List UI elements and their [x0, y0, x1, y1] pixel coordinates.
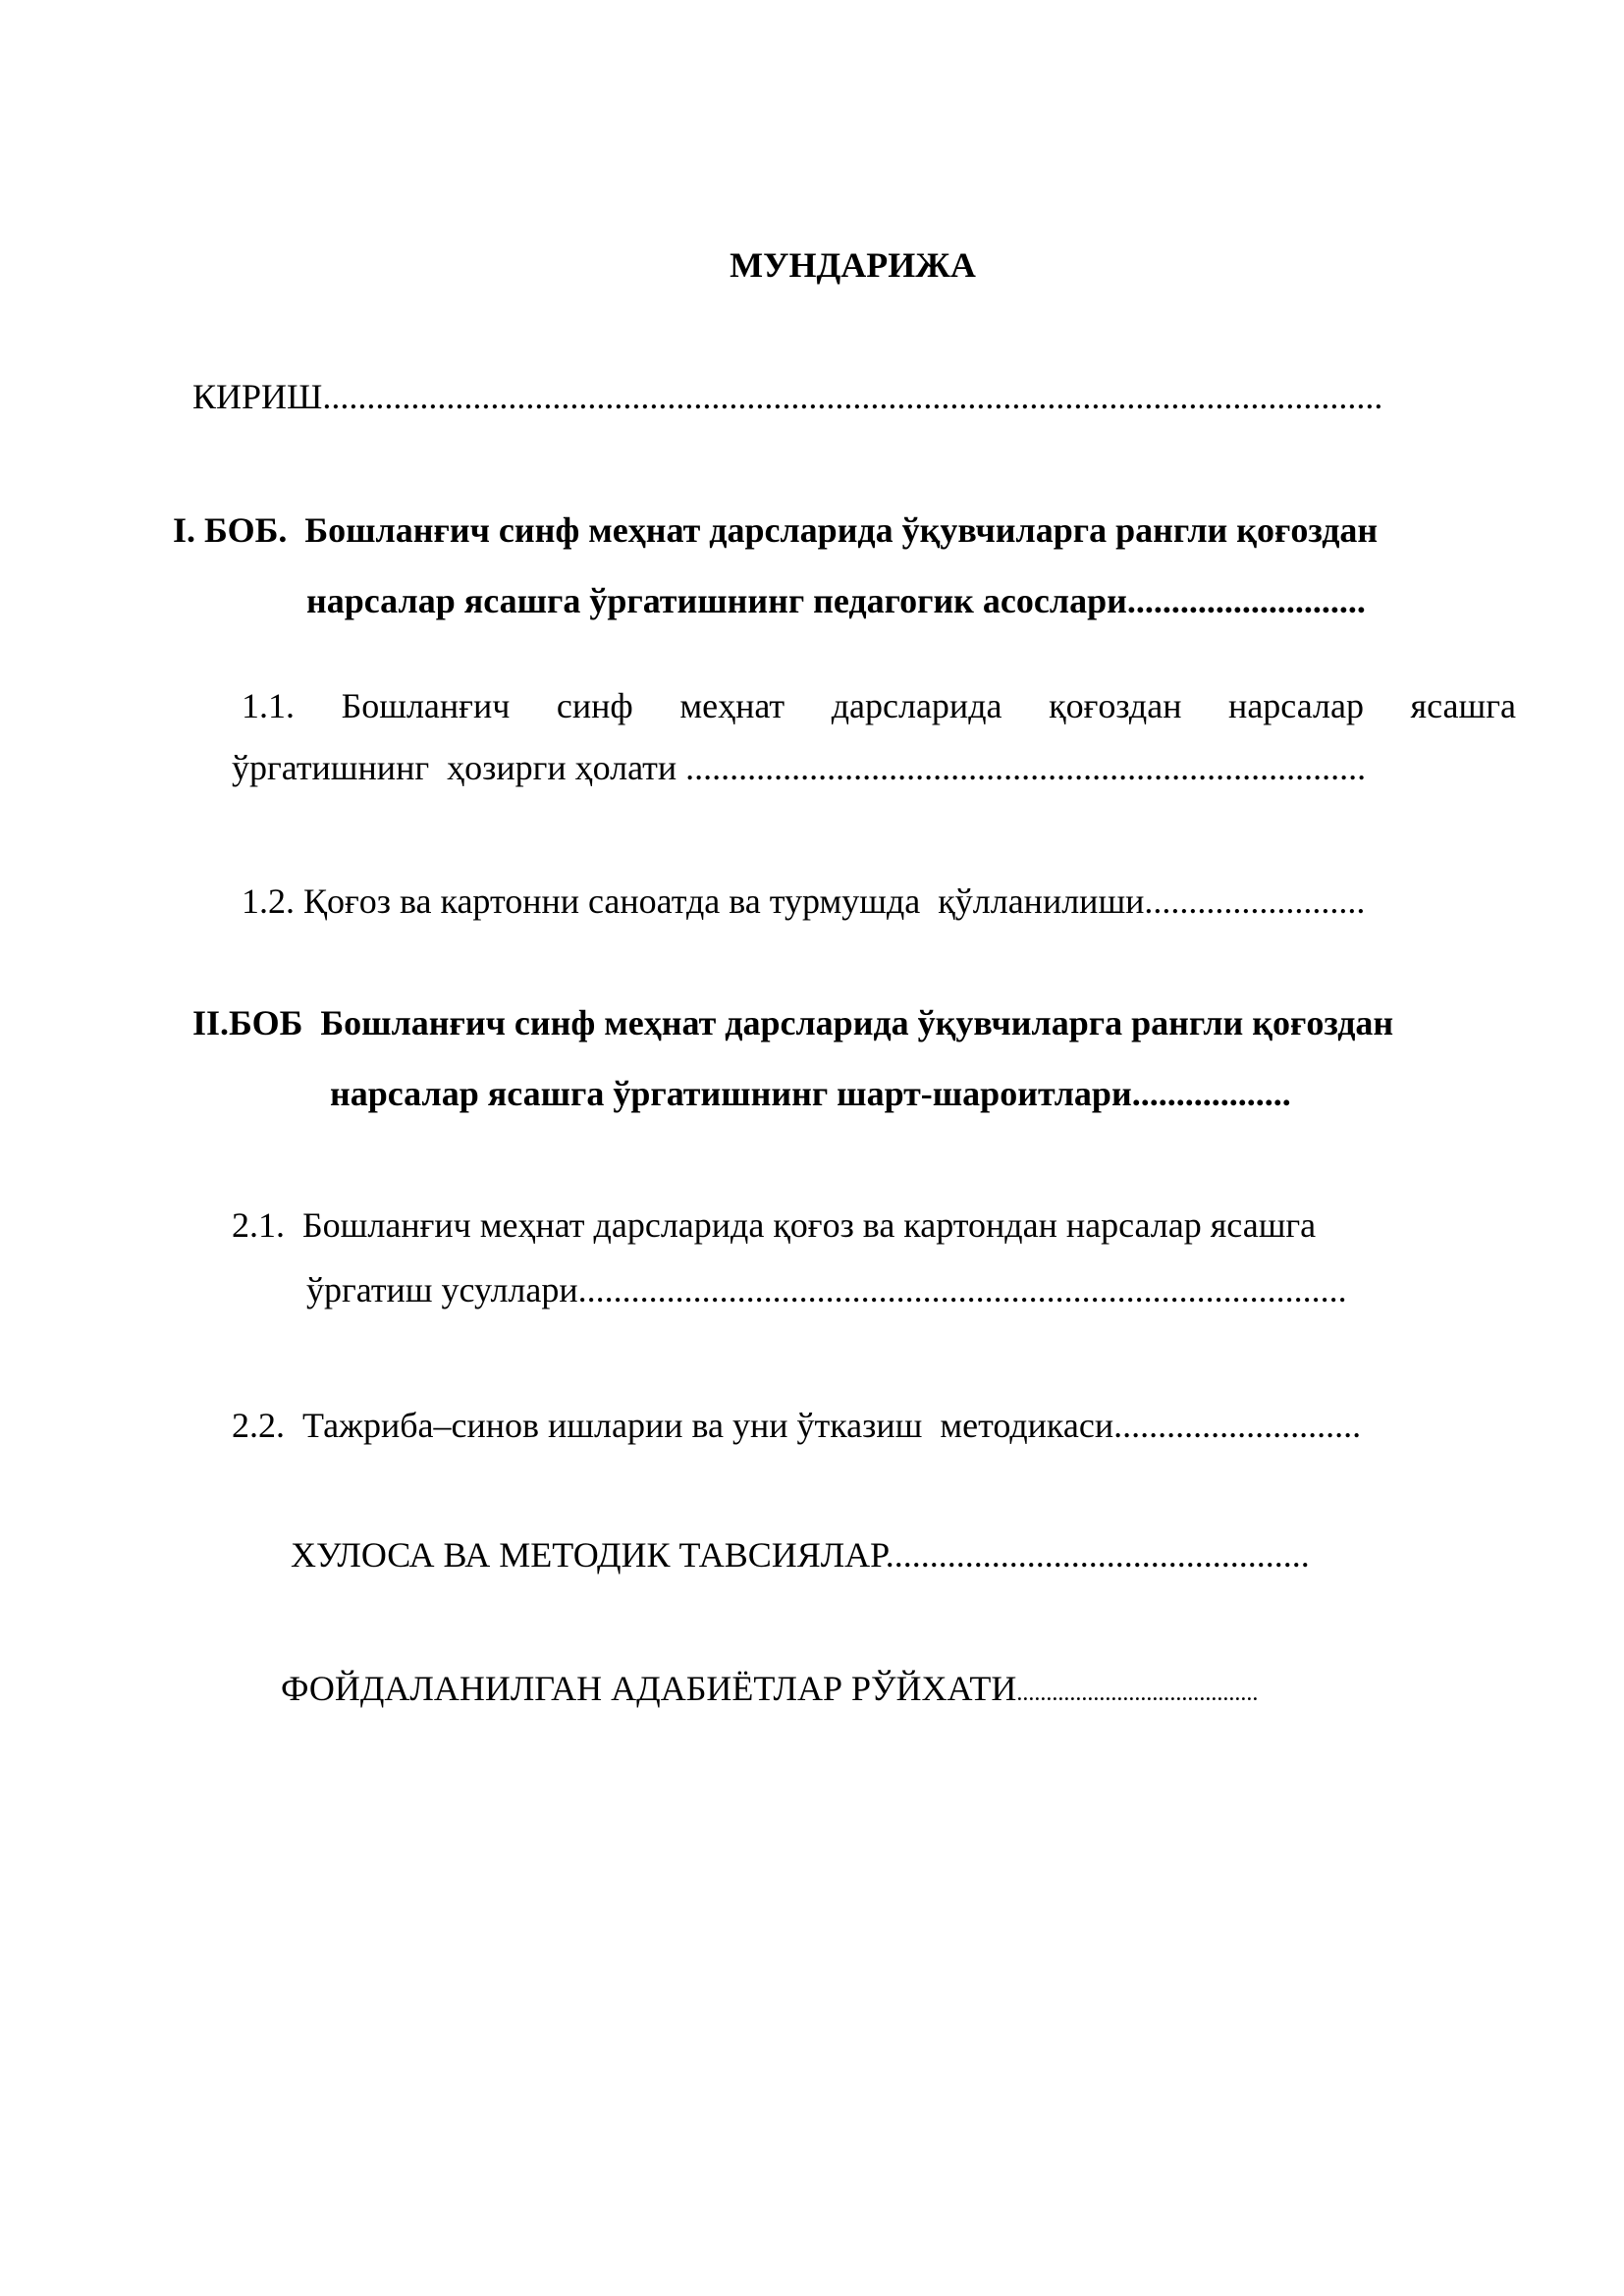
toc-section-2-2: 2.2. Тажриба–синов ишларии ва уни ўтказиш методикаси............................: [232, 1406, 1362, 1445]
toc-section-1-1-line-2: ўргатишнинг ҳозирги ҳолати .............................................................................: [232, 748, 1367, 787]
toc-word: нарсалар: [1228, 686, 1364, 725]
toc-word: меҳнат: [679, 686, 785, 725]
toc-word: Бошланғич: [341, 686, 511, 725]
page-title: МУНДАРИЖА: [730, 245, 976, 285]
toc-word: дарсларида: [831, 686, 1002, 725]
toc-chapter-2-line-1: II.БОБ Бошланғич синф меҳнат дарсларида ўқувчиларга рангли қоғоздан: [192, 1003, 1394, 1042]
toc-entry-text: ФОЙДАЛАНИЛГАН АДАБИЁТЛАР РЎЙХАТИ: [281, 1669, 1017, 1708]
toc-section-2-1-line-2: ўргатиш усуллари.......................................................................................: [306, 1270, 1347, 1309]
toc-section-1-1-line-1: [242, 684, 1516, 727]
toc-chapter-1-line-1: I. БОБ. Бошланғич синф меҳнат дарсларида ўқувчиларга рангли қоғоздан: [173, 510, 1379, 550]
toc-entry-leader: .........................................: [1016, 1681, 1259, 1706]
toc-section-1-2: 1.2. Қоғоз ва картонни саноатда ва турмушда қўлланилиши.........................: [242, 881, 1366, 921]
toc-entry-text: КИРИШ: [192, 377, 323, 416]
toc-chapter-2-line-2: нарсалар ясашга ўргатишнинг шарт-шароитлари..................: [330, 1074, 1291, 1113]
toc-entry-leader: ........................................................................................................................: [322, 377, 1383, 416]
toc-word: 1.1.: [242, 686, 295, 725]
toc-conclusion: ХУЛОСА ВА МЕТОДИК ТАВСИЯЛАР................................................: [291, 1535, 1310, 1575]
toc-word: қоғоздан: [1049, 686, 1182, 725]
toc-word: синф: [556, 686, 633, 725]
toc-section-2-1-line-1: 2.1. Бошланғич меҳнат дарсларида қоғоз ва картондан нарсалар ясашга: [232, 1205, 1317, 1245]
toc-bibliography: [281, 1667, 1258, 1715]
toc-entry-introduction: [192, 375, 1382, 418]
toc-word: ясашга: [1410, 686, 1516, 725]
toc-chapter-1-line-2: нарсалар ясашга ўргатишнинг педагогик асослари...........................: [306, 581, 1366, 620]
